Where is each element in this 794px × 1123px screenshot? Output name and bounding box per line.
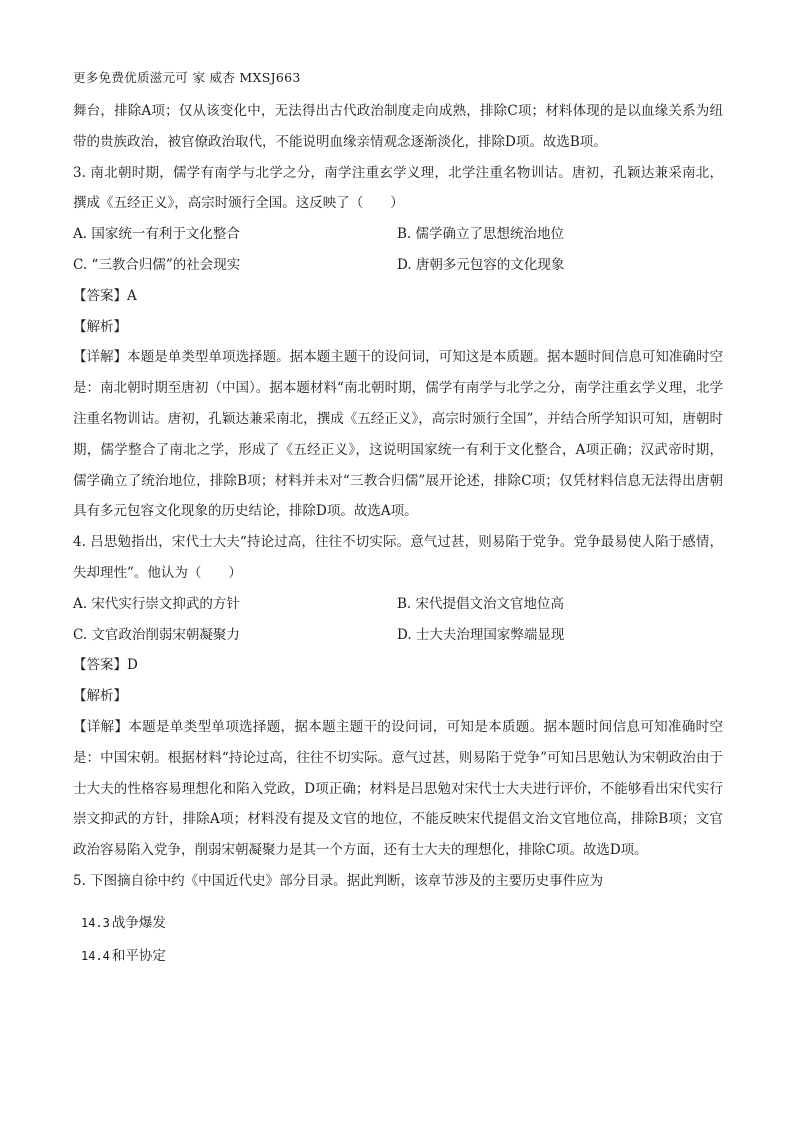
- question-4-options-row-1: [73, 589, 723, 620]
- answer-label: 【答案】D: [73, 657, 138, 674]
- toc-item: [81, 907, 723, 940]
- toc-item-title: 和平协定: [111, 947, 166, 964]
- table-of-contents: [73, 907, 723, 973]
- option-a: A. 国家统一有利于文化整合: [73, 226, 240, 243]
- option-b: B. 儒学确立了思想统治地位: [397, 226, 565, 243]
- analysis-label: 【解析】: [73, 688, 127, 705]
- option-c: C. 文官政治削弱宋朝凝聚力: [73, 626, 240, 643]
- option-a: A. 宋代实行崇文抑武的方针: [73, 595, 240, 612]
- question-3-stem: 3. 南北朝时期，儒学有南学与北学之分，南学注重玄学义理，北学注重名物训诂。唐初，孔颖达兼采南北，撰成《五经正义》，高宗时颁行全国。这反映了（ ）: [73, 164, 723, 212]
- question-5-stem: 5. 下图摘自徐中约《中国近代史》部分目录。据此判断，该章节涉及的主要历史事件应为: [73, 872, 604, 889]
- page-content: [73, 96, 723, 973]
- option-c: C. “三教合归儒”的社会现实: [73, 256, 241, 273]
- toc-item-number: 14.4: [81, 948, 110, 963]
- question-4-options-row-2: [73, 620, 723, 651]
- detail-paragraph: 【详解】本题是单类型单项选择题。据本题主题干的设问词，可知这是本质题。据本题时间信息可知准确时空是：南北朝时期至唐初（中国）。据本题材料“南北朝时期，儒学有南学与北学之分，南学注重玄学义理，北学注重名物训诂。唐初，孔颖达兼采南北，撰成《五经正义》，高宗时颁行全国”，并结合所学知识可知，唐朝时期，儒学整合了南北之学，形成了《五经正义》，这说明国家统一有利于文化整合，A项正确；汉武帝时期，儒学确立了统治地位，排除B项；材料并未对“三教合归儒”展开论述，排除C项；仅凭材料信息无法得出唐朝具有多元包容文化现象的历史结论，排除D项。故选A项。: [73, 349, 723, 520]
- option-d: D. 唐朝多元包容的文化现象: [397, 256, 565, 273]
- analysis-label: 【解析】: [73, 318, 127, 335]
- option-b: B. 宋代提倡文治文官地位高: [397, 595, 565, 612]
- answer-label: 【答案】A: [73, 287, 137, 304]
- intro-paragraph: 舞台，排除A项；仅从该变化中，无法得出古代政治制度走向成熟，排除C项；材料体现的是以血缘关系为纽带的贵族政治，被官僚政治取代，不能说明血缘亲情观念逐渐淡化，排除D项。故选B项。: [73, 103, 723, 150]
- question-3-options-row-1: [73, 219, 723, 250]
- toc-item-number: 14.3: [81, 915, 110, 930]
- question-5: [73, 866, 723, 973]
- question-3-options-row-2: [73, 250, 723, 281]
- option-d: D. 士大夫治理国家弊端显现: [397, 626, 565, 643]
- page-header-watermark: 更多免费优质滋元可 家 威杏 MXSJ663: [73, 70, 301, 85]
- toc-item: [81, 940, 723, 973]
- question-4: [73, 527, 723, 866]
- toc-item-title: 战争爆发: [111, 914, 166, 931]
- detail-paragraph: 【详解】本题是单类型单项选择题，据本题主题干的设问词，可知是本质题。据本题时间信息可知准确时空是：中国宋朝。根据材料“持论过高，往往不切实际。意气过甚，则易陷于党争”可知吕思勉认为宋朝政治由于士大夫的性格容易理想化和陷入党政，D项正确；材料是吕思勉对宋代士大夫进行评价，不能够看出宋代实行崇文抑武的方针，排除A项；材料没有提及文官的地位，不能反映宋代提倡文治文官地位高，排除B项；文官政治容易陷入党争，削弱宋朝凝聚力是其一个方面，还有士大夫的理想化，排除C项。故选D项。: [73, 718, 723, 859]
- question-3: [73, 158, 723, 528]
- question-4-stem: 4. 吕思勉指出，宋代士大夫“持论过高，往往不切实际。意气过甚，则易陷于党争。党争最易使人陷于感情，失却理性”。他认为（ ）: [73, 534, 723, 581]
